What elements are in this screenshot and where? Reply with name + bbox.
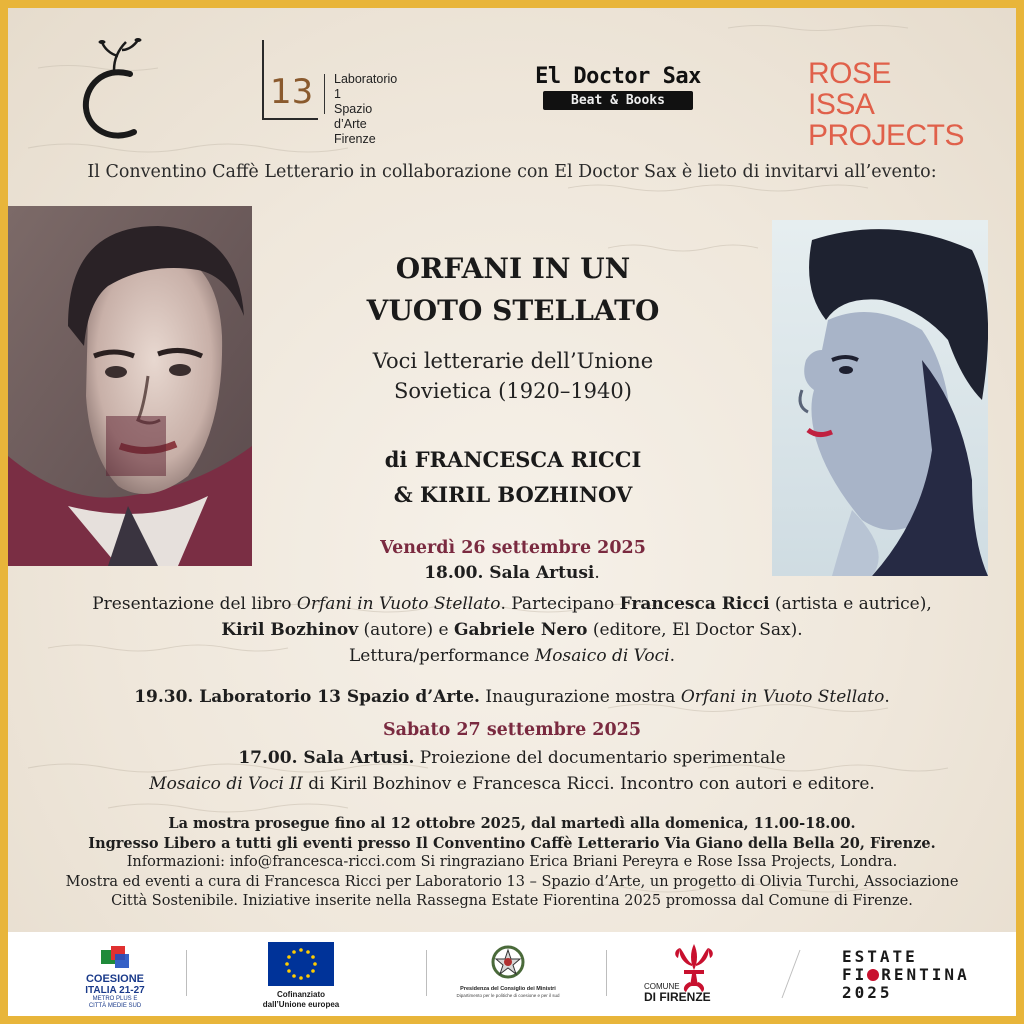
d1-p2-name2: Kiril Bozhinov [221,620,359,640]
day2-event-line1 [8,746,1016,770]
info-line5: Città Sostenibile. Iniziative inserite nella Rassegna Estate Fiorentina 2025 promossa dal Comune di Firenze. [111,893,913,909]
eu-line2: dall’Unione europea [262,1000,340,1009]
coesione-cube-icon [95,944,135,970]
rose-issa-line1: ROSE ISSA [808,57,892,121]
day1-time-end: . [594,563,600,583]
info-line3: Informazioni: info@francesca-ricci.com Si ringraziano Erica Briani Pereyra e Rose Issa Projects, Londra. [126,854,898,870]
l13-horizontal-bar-icon [262,118,318,120]
footer-separator [186,950,187,996]
day2-event-line2 [8,772,1016,796]
eu-cofinanced-logo [246,942,356,1012]
event-title [258,248,768,332]
eu-flag-icon [268,942,334,986]
rose-issa-logo [808,57,965,152]
eu-line1: Cofinanziato [277,990,325,999]
portrait-woman-image [772,220,988,576]
d1-e2-end: . [884,687,890,707]
presidenza-consiglio-logo [448,942,568,1012]
d1-p1-name: Francesca Ricci [619,594,770,614]
title-line1: ORFANI IN UN [395,252,631,285]
authors-line1: di FRANCESCA RICCI [384,447,642,472]
day1-event1-line2 [8,618,1016,642]
coesione-line3: METRO PLUS E [92,996,138,1002]
footer-separator [426,950,427,996]
l13-line1: Laboratorio 1 [334,72,398,101]
l13-number: 13 [270,72,314,112]
l13-text [334,72,397,147]
italian-emblem-icon [488,942,528,982]
estate-red-dot-icon [867,969,879,981]
d1-p2-name3: Gabriele Nero [454,620,588,640]
day1-event1-time [8,561,1016,585]
info-line1: La mostra prosegue fino al 12 ottobre 2025, dal martedì alla domenica, 11.00-18.00. [168,815,856,832]
doctor-sax-logo [512,64,724,124]
d1-p2-mid: (autore) e [358,620,455,640]
portrait-man-image [8,206,252,566]
event-subtitle [258,346,768,406]
invitation-poster [8,8,1016,1016]
coesione-italia-logo [60,944,170,1012]
intro-text: Il Conventino Caffè Letterario in collaborazione con El Doctor Sax è lieto di invitarvi all’evento: [87,162,937,182]
l13-separator [324,74,325,114]
day1-event1-line1 [8,592,1016,616]
estate-line1: ESTATE [842,947,918,966]
d1-p3-title: Mosaico di Voci [534,646,670,666]
presidenza-line2: Dipartimento per le politiche di coesione e per il sud [456,993,560,998]
laboratorio-13-logo [254,38,398,146]
comune-line2: DI FIRENZE [644,990,711,1004]
title-line2: VUOTO STELLATO [366,294,660,327]
doctor-sax-title: El Doctor Sax [535,64,701,89]
day2-date: Sabato 27 settembre 2025 [382,720,642,740]
rose-issa-line2: PROJECTS [808,119,965,152]
d2-rest: di Kiril Bozhinov e Francesca Ricci. Incontro con autori e editore. [302,774,875,794]
presidenza-line1: Presidenza del Consiglio dei Ministri [460,986,556,992]
estate-fiorentina-logo [842,948,992,1010]
estate-line3: 2025 [842,983,893,1002]
d1-e2-text: Inaugurazione mostra [479,687,681,707]
day1-time-bold: 18.00. Sala Artusi [424,563,595,583]
day1-event1-line3 [8,644,1016,668]
day1-date: Venerdì 26 settembre 2025 [380,538,646,558]
estate-line2b: RENTINA [881,965,970,984]
conventino-c-logo-icon [74,36,154,146]
estate-line2 [842,966,992,984]
coesione-line1: COESIONE [85,973,145,985]
estate-line2a: FI [842,965,868,984]
info-block [8,814,1016,912]
d1-p1-mid: . Partecipano [500,594,620,614]
coesione-line2: ITALIA 21-27 [85,985,145,996]
d1-p1-end: (artista e autrice), [769,594,932,614]
comune-firenze-logo [644,942,754,1012]
comune-line1: COMUNE [644,982,680,991]
l13-vertical-bar-icon [262,40,264,120]
info-line4: Mostra ed eventi a cura di Francesca Ricci per Laboratorio 13 – Spazio d’Arte, un progetto di Olivia Turchi, Associazione [65,873,959,890]
event-authors [258,442,768,512]
d1-p1-a: Presentazione del libro [92,594,297,614]
subtitle-line2: Sovietica (1920–1940) [394,379,632,403]
d1-p3-a: Lettura/performance [348,646,535,666]
subtitle-line1: Voci letterarie dell’Unione [372,349,654,373]
d1-p2-end: (editore, El Doctor Sax). [587,620,803,640]
d1-e2-title: Orfani in Vuoto Stellato [680,687,885,707]
coesione-line4: CITTÀ MEDIE SUD [88,1003,142,1009]
info-line2: Ingresso Libero a tutti gli eventi presso Il Conventino Caffè Letterario Via Giano della Bella 20, Firenze. [88,834,936,852]
authors-line2: & KIRIL BOZHINOV [393,482,633,507]
d1-p3-end: . [669,646,675,666]
l13-line3: Firenze [334,132,376,146]
footer-slash-separator [778,948,804,1000]
d2-bold: 17.00. Sala Artusi. [238,748,415,768]
d2-text: Proiezione del documentario sperimentale [414,748,786,768]
d1-p1-book: Orfani in Vuoto Stellato [296,594,501,614]
doctor-sax-subtitle: Beat & Books [543,91,693,110]
d2-title: Mosaico di Voci II [149,774,303,794]
footer-separator [606,950,607,996]
d1-e2-bold: 19.30. Laboratorio 13 Spazio d’Arte. [134,687,480,707]
day1-event2 [8,685,1016,709]
sponsor-footer [8,932,1016,1016]
l13-line2: Spazio d’Arte [334,102,373,131]
